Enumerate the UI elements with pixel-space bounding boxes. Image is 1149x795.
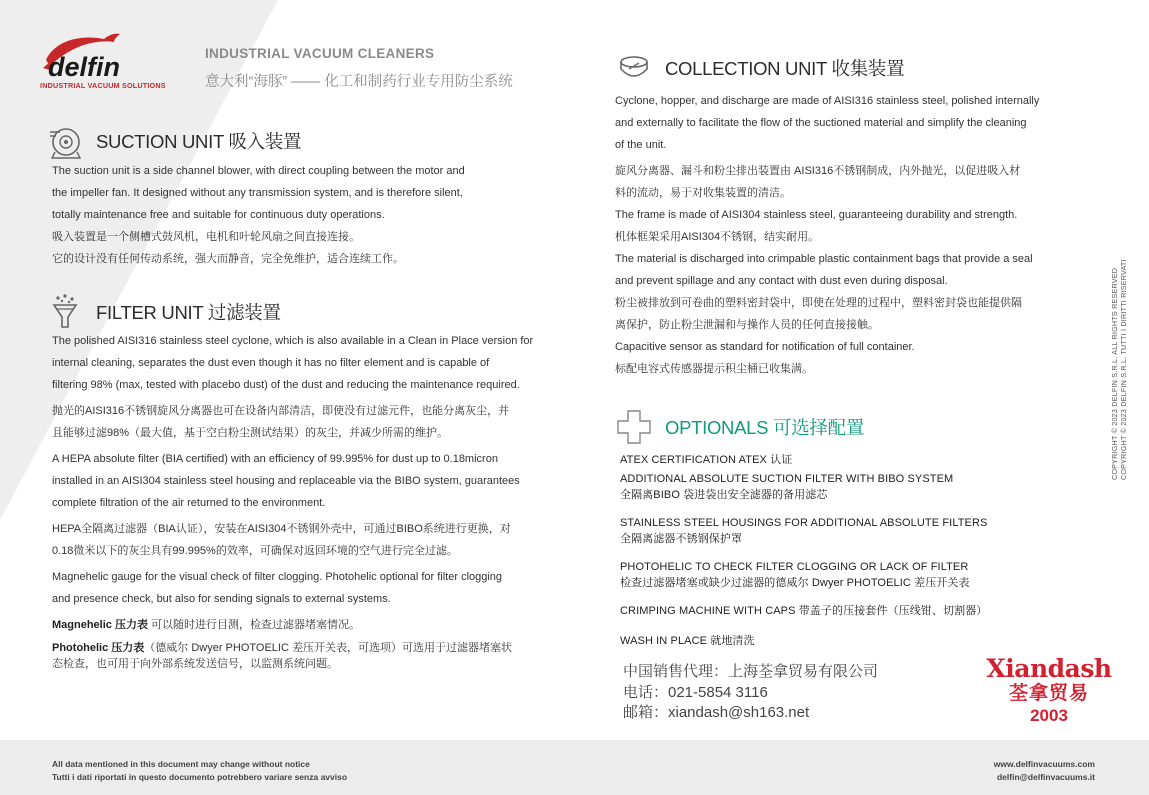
suction-section-heading (46, 122, 301, 160)
optional-item: STAINLESS STEEL HOUSINGS FOR ADDITIONAL ABSOLUTE FILTERS 全隔离滤器不锈钢保护罩 (620, 517, 988, 545)
sales-agent-contact (623, 662, 878, 724)
dolphin-logo-icon (40, 30, 190, 80)
collection-title: COLLECTION UNIT 收集装置 (665, 58, 905, 79)
suction-title: SUCTION UNIT 吸入装置 (96, 131, 302, 152)
filter-title: FILTER UNIT 过滤装置 (96, 302, 281, 323)
footer-website[interactable]: www.delfinvacuums.com (993, 759, 1095, 769)
optional-item: ATEX CERTIFICATION ATEX 认证 (620, 454, 793, 466)
brand-name: delfin (48, 52, 120, 80)
agent-email: 邮箱：xiandash@sh163.net (623, 704, 810, 721)
suction-line: the impeller fan. It designed without any transmission system, and is therefore silent, (52, 187, 463, 199)
delfin-logo (40, 30, 190, 92)
collection-line: 旋风分离器、漏斗和粉尘排出装置由 AISI316不锈钢制成，内外抛光，以促进吸入材 (615, 165, 1021, 177)
filter-description (52, 330, 572, 672)
filter-line: The polished AISI316 stainless steel cyclone, which is also available in a Clean in Place version for (52, 335, 534, 347)
collection-line: of the unit. (615, 139, 667, 151)
copyright-vertical: COPYRIGHT © 2023 DELFIN S.R.L. ALL RIGHTS RESERVED COPYRIGHT © 2023 DELFIN S.R.L. TUTTI I DIRITTI RISERVATI (1110, 259, 1128, 480)
collection-line: The material is discharged into crimpable plastic containment bags that provide a seal (615, 253, 1033, 265)
filter-line: 0.18微米以下的灰尘具有99.995%的效率，可确保对返回环境的空气进行完全过滤。 (52, 545, 458, 557)
suction-description (52, 160, 572, 270)
suction-line: 吸入装置是一个侧槽式鼓风机，电机和叶轮风扇之间直接连接。 (52, 231, 360, 243)
magnehelic-label: Magnehelic 压力表 (52, 619, 148, 631)
filter-line: complete filtration of the air returned to the environment. (52, 497, 326, 509)
filter-line: HEPA全隔离过滤器（BIA认证），安装在AISI304不锈钢外壳中，可通过BIBO系统进行更换，对 (52, 523, 511, 535)
photohelic-note: Photohelic 压力表（德威尔 Dwyer PHOTOELIC 差压开关表，可选项）可选用于过滤器堵塞状 (52, 642, 512, 654)
xiandash-logo (984, 655, 1114, 727)
footer (0, 740, 1149, 795)
xiandash-cn: 荃拿贸易 (1008, 683, 1089, 704)
collection-line: 粉尘被排放到可卷曲的塑料密封袋中，即使在处理的过程中，塑料密封袋也能提供隔 (615, 297, 1022, 309)
optionals-section-heading (615, 408, 864, 446)
filter-section-heading (46, 293, 281, 331)
collection-line: and prevent spillage and any contact with dust even during disposal. (615, 275, 948, 287)
optional-item: ADDITIONAL ABSOLUTE SUCTION FILTER WITH BIBO SYSTEM 全隔离BIBO 袋进袋出安全滤器的备用滤芯 (620, 473, 954, 501)
collection-line: Cyclone, hopper, and discharge are made of AISI316 stainless steel, polished internally (615, 95, 1040, 107)
filter-line: installed in an AISI304 stainless steel housing and replaceable via the BIBO system, guarantees (52, 475, 520, 487)
filter-line: filtering 98% (max, tested with placebo dust) of the dust and reducing the maintenance required. (52, 379, 520, 391)
footer-email[interactable]: delfin@delfinvacuums.it (996, 771, 1095, 782)
collection-line: 标配电容式传感器提示积尘桶已收集满。 (615, 363, 813, 375)
collection-line: Capacitive sensor as standard for notification of full container. (615, 341, 915, 353)
footer-contact (994, 758, 1095, 783)
xiandash-name: Xiandash (986, 654, 1112, 683)
filter-line: 且能够过滤98%（最大值，基于空白粉尘测试结果）的灰尘，并减少所需的维护。 (52, 427, 449, 439)
xiandash-year: 2003 (1030, 706, 1068, 725)
photohelic-label: Photohelic 压力表 (52, 642, 145, 654)
filter-line: A HEPA absolute filter (BIA certified) with an efficiency of 99.995% for dust up to 0.18micron (52, 453, 498, 465)
suction-line: The suction unit is a side channel blower, with direct coupling between the motor and (52, 165, 465, 177)
plus-icon (615, 408, 653, 446)
hopper-icon (615, 49, 653, 87)
magnehelic-note: Magnehelic 压力表 可以随时进行目测，检查过滤器堵塞情况。 (52, 619, 361, 631)
page-title: INDUSTRIAL VACUUM CLEANERS (205, 46, 435, 61)
agent-phone: 电话：021-5854 3116 (623, 683, 768, 701)
page-subtitle: 意大利“海豚” —— 化工和制药行业专用防尘系统 (205, 74, 513, 90)
photohelic-note-cont: 态检查，也可用于向外部系统发送信号，以监测系统问题。 (52, 658, 338, 670)
collection-description (615, 90, 1085, 380)
filter-line: and presence check, but also for sending signals to external systems. (52, 593, 391, 605)
suction-line: 它的设计没有任何传动系统，强大而静音，完全免维护，适合连续工作。 (52, 253, 404, 265)
filter-line: Magnehelic gauge for the visual check of filter clogging. Photohelic optional for filter clogging (52, 571, 503, 583)
collection-line: 机体框架采用AISI304不锈钢，结实耐用。 (615, 231, 820, 243)
brand-tagline: INDUSTRIAL VACUUM SOLUTIONS (40, 81, 166, 90)
agent-name: 中国销售代理：上海荃拿贸易有限公司 (623, 663, 879, 680)
filter-line: internal cleaning, separates the dust even though it has no filter element and is capable of (52, 357, 490, 369)
footer-disclaimer: All data mentioned in this document may change without notice Tutti i dati riportati in questo documento potrebbero variare senza avviso (52, 759, 348, 782)
collection-line: 料的流动，易于对收集装置的清洁。 (615, 187, 791, 199)
collection-section-heading (615, 49, 904, 87)
optionals-title: OPTIONALS 可选择配置 (665, 417, 865, 438)
collection-line: The frame is made of AISI304 stainless steel, guaranteeing durability and strength. (615, 209, 1018, 221)
blower-icon (46, 122, 84, 160)
suction-line: totally maintenance free and suitable for continuous duty operations. (52, 209, 385, 221)
filter-line: 抛光的AISI316不锈钢旋风分离器也可在设备内部清洁，即使没有过滤元件，也能分离灰尘，并 (52, 405, 510, 417)
optional-item: PHOTOHELIC TO CHECK FILTER CLOGGING OR LACK OF FILTER 检查过滤器堵塞或缺少过滤器的德威尔 Dwyer PHOTOELIC 差压开关表 (620, 561, 970, 589)
cyclone-filter-icon (46, 293, 84, 331)
optional-item: WASH IN PLACE 就地清洗 (620, 635, 755, 647)
collection-line: 离保护，防止粉尘泄漏和与操作人员的任何直接接触。 (615, 319, 879, 331)
collection-line: and externally to facilitate the flow of the suctioned material and simplify the cleaning (615, 117, 1027, 129)
optional-item: CRIMPING MACHINE WITH CAPS 带盖子的压接套件（压线钳、切割器） (620, 605, 988, 617)
